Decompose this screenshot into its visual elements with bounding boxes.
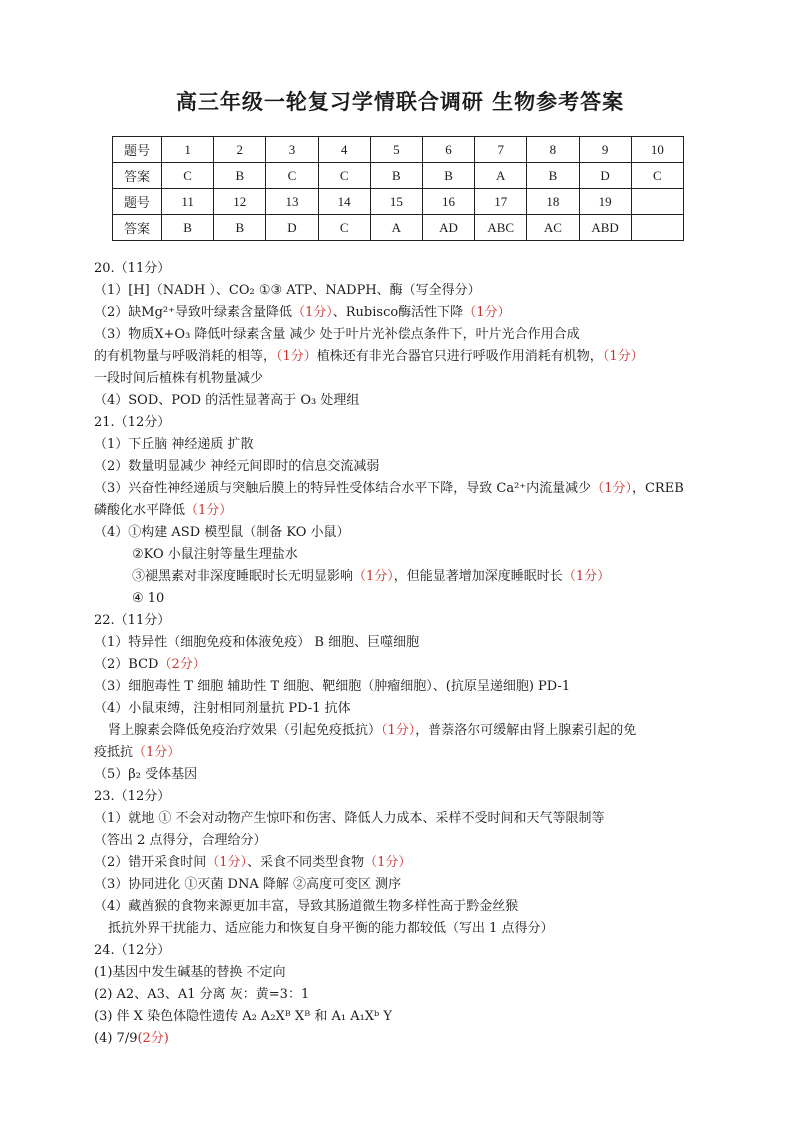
q20-line: （3）物质X+O₃ 降低叶绿素含量 减少 处于叶片光补偿点条件下，叶片光合作用合成 (94, 327, 580, 342)
answer-table-row-label: 答案 (113, 215, 162, 241)
q21-line: （1）下丘脑 神经递质 扩散 (94, 437, 254, 452)
q23-line: （2）错开采食时间（1分）、采食不同类型食物（1分） (94, 855, 412, 870)
answer-table-cell: D (579, 163, 631, 189)
answer-table-cell: B (162, 215, 214, 241)
page-title: 高三年级一轮复习学情联合调研 生物参考答案 (175, 89, 625, 114)
answer-table-cell: 6 (422, 137, 474, 163)
answer-table-cell: 9 (579, 137, 631, 163)
score-note: （1分） (133, 745, 181, 760)
answer-table-cell: ABC (475, 215, 527, 241)
answer-table-cell: A (370, 215, 422, 241)
q24-line: (4) 7/9(2分) (94, 1031, 169, 1046)
q21-line: 磷酸化水平降低（1分） (94, 503, 233, 518)
q24-line: (3) 伴 X 染色体隐性遗传 A₂ A₂Xᴮ Xᴮ 和 A₁ A₁Xᵇ Y (94, 1009, 392, 1024)
answer-table-cell: 11 (162, 189, 214, 215)
answer-table-cell: ABD (579, 215, 631, 241)
answer-table-cell: C (266, 163, 318, 189)
score-note: （2分） (158, 657, 206, 672)
answer-table-cell: 3 (266, 137, 318, 163)
answer-table-row (113, 215, 684, 241)
answer-table (112, 136, 684, 241)
answer-table-cell: 19 (579, 189, 631, 215)
score-note: （1分） (353, 569, 394, 584)
score-note: （1分） (562, 569, 611, 584)
q23-heading: 23.（12分） (94, 789, 171, 804)
answer-table-cell: A (475, 163, 527, 189)
q21-line: ②KO 小鼠注射等量生理盐水 (132, 547, 298, 562)
q22-line: 肾上腺素会降低免疫治疗效果（引起免疫抵抗）（1分），普萘洛尔可缓解由肾上腺素引起的免 (108, 723, 637, 738)
q22-line: 疫抵抗（1分） (94, 745, 181, 760)
score-note: （1分） (602, 349, 644, 364)
q21-line: （3）兴奋性神经递质与突触后膜上的特异性受体结合水平下降，导致 Ca²⁺内流量减少（1分），CREB (94, 481, 684, 496)
answer-table-cell: C (631, 163, 683, 189)
q21-heading: 21.（12分） (94, 415, 171, 430)
answer-table-cell: 10 (631, 137, 683, 163)
q20-line: 一段时间后植株有机物量减少 (94, 371, 264, 386)
answer-table-cell: B (214, 215, 266, 241)
score-note: （1分） (463, 305, 511, 320)
q22-line: （1）特异性（细胞免疫和体液免疫） B 细胞、巨噬细胞 (94, 635, 420, 650)
q23-line: 抵抗外界干扰能力、适应能力和恢复自身平衡的能力都较低（写出 1 点得分） (108, 921, 554, 936)
q21-line: （4）①构建 ASD 模型鼠（制备 KO 小鼠） (94, 525, 350, 540)
answer-table-cell: 7 (475, 137, 527, 163)
answer-table-row-label: 题号 (113, 189, 162, 215)
score-note: （1分） (591, 481, 632, 496)
answer-table-cell: B (422, 163, 474, 189)
answer-table-cell: 1 (162, 137, 214, 163)
answer-table-cell: 18 (527, 189, 579, 215)
score-note: （1分） (185, 503, 233, 518)
q22-line: （5）β₂ 受体基因 (94, 767, 198, 782)
q21-line: （2）数量明显减少 神经元间即时的信息交流减弱 (94, 459, 380, 474)
answer-table-cell: B (370, 163, 422, 189)
score-note: （1分） (364, 855, 412, 870)
q24-heading: 24.（12分） (94, 943, 171, 958)
answer-table-row (113, 163, 684, 189)
answer-table-row-label: 题号 (113, 137, 162, 163)
answer-table-cell: 2 (214, 137, 266, 163)
q23-line: （答出 2 点得分，合理给分） (94, 833, 267, 848)
q24-line: (2) A2、A3、A1 分离 灰：黄=3：1 (94, 987, 310, 1002)
answer-table-cell: C (318, 215, 370, 241)
answer-table-cell: 13 (266, 189, 318, 215)
answer-table-cell: 14 (318, 189, 370, 215)
q22-heading: 22.（11分） (94, 613, 171, 628)
score-note: （1分） (206, 855, 248, 870)
q21-line: ④ 10 (132, 591, 165, 606)
answer-table-cell: D (266, 215, 318, 241)
answer-table-cell: AC (527, 215, 579, 241)
answer-table-cell (631, 189, 683, 215)
answer-table-cell: 4 (318, 137, 370, 163)
answer-table-cell: 8 (527, 137, 579, 163)
q22-line: （2）BCD（2分） (94, 657, 206, 672)
answer-table-row (113, 189, 684, 215)
answer-table-cell: 5 (370, 137, 422, 163)
score-note: （1分） (291, 305, 333, 320)
answer-table-cell: 12 (214, 189, 266, 215)
score-note: （1分） (381, 723, 416, 738)
answer-table-row (113, 137, 684, 163)
q20-line: 的有机物量与呼吸消耗的相等，（1分）植株还有非光合器官只进行呼吸作用消耗有机物，（1分） (94, 349, 644, 364)
answer-table-cell: AD (422, 215, 474, 241)
q23-line: （3）协同进化 ①灭菌 DNA 降解 ②高度可变区 测序 (94, 877, 402, 892)
q23-line: （4）藏酋猴的食物来源更加丰富，导致其肠道微生物多样性高于黔金丝猴 (94, 899, 519, 914)
q22-line: （3）细胞毒性 T 细胞 辅助性 T 细胞、靶细胞（肿瘤细胞）、(抗原呈递细胞) PD-1 (94, 679, 571, 694)
answer-table-cell: 17 (475, 189, 527, 215)
answer-table-cell: B (527, 163, 579, 189)
answer-table-cell: C (318, 163, 370, 189)
answer-table-row-label: 答案 (113, 163, 162, 189)
score-note: (2分) (137, 1031, 169, 1046)
q20-line: （4）SOD、POD 的活性显著高于 O₃ 处理组 (94, 393, 360, 408)
q23-line: （1）就地 ① 不会对动物产生惊吓和伤害、降低人力成本、采样不受时间和天气等限制等 (94, 811, 605, 826)
answer-content (94, 258, 734, 1050)
q20-line: （2）缺Mg²⁺导致叶绿素含量降低（1分）、Rubisco酶活性下降（1分） (94, 305, 511, 320)
answer-table-cell: 15 (370, 189, 422, 215)
q20-line: （1）[H]（NADH ）、CO₂ ①③ ATP、NADPH、酶（写全得分） (94, 283, 481, 298)
answer-table-cell: C (162, 163, 214, 189)
q22-line: （4）小鼠束缚，注射相同剂量抗 PD-1 抗体 (94, 701, 351, 716)
answer-table-cell: B (214, 163, 266, 189)
q24-line: (1)基因中发生碱基的替换 不定向 (94, 965, 286, 980)
q21-line: ③褪黑素对非深度睡眠时长无明显影响（1分），但能显著增加深度睡眠时长（1分） (132, 569, 611, 584)
q20-heading: 20.（11分） (94, 261, 171, 276)
answer-table-cell: 16 (422, 189, 474, 215)
score-note: （1分） (276, 349, 317, 364)
answer-table-cell (631, 215, 683, 241)
